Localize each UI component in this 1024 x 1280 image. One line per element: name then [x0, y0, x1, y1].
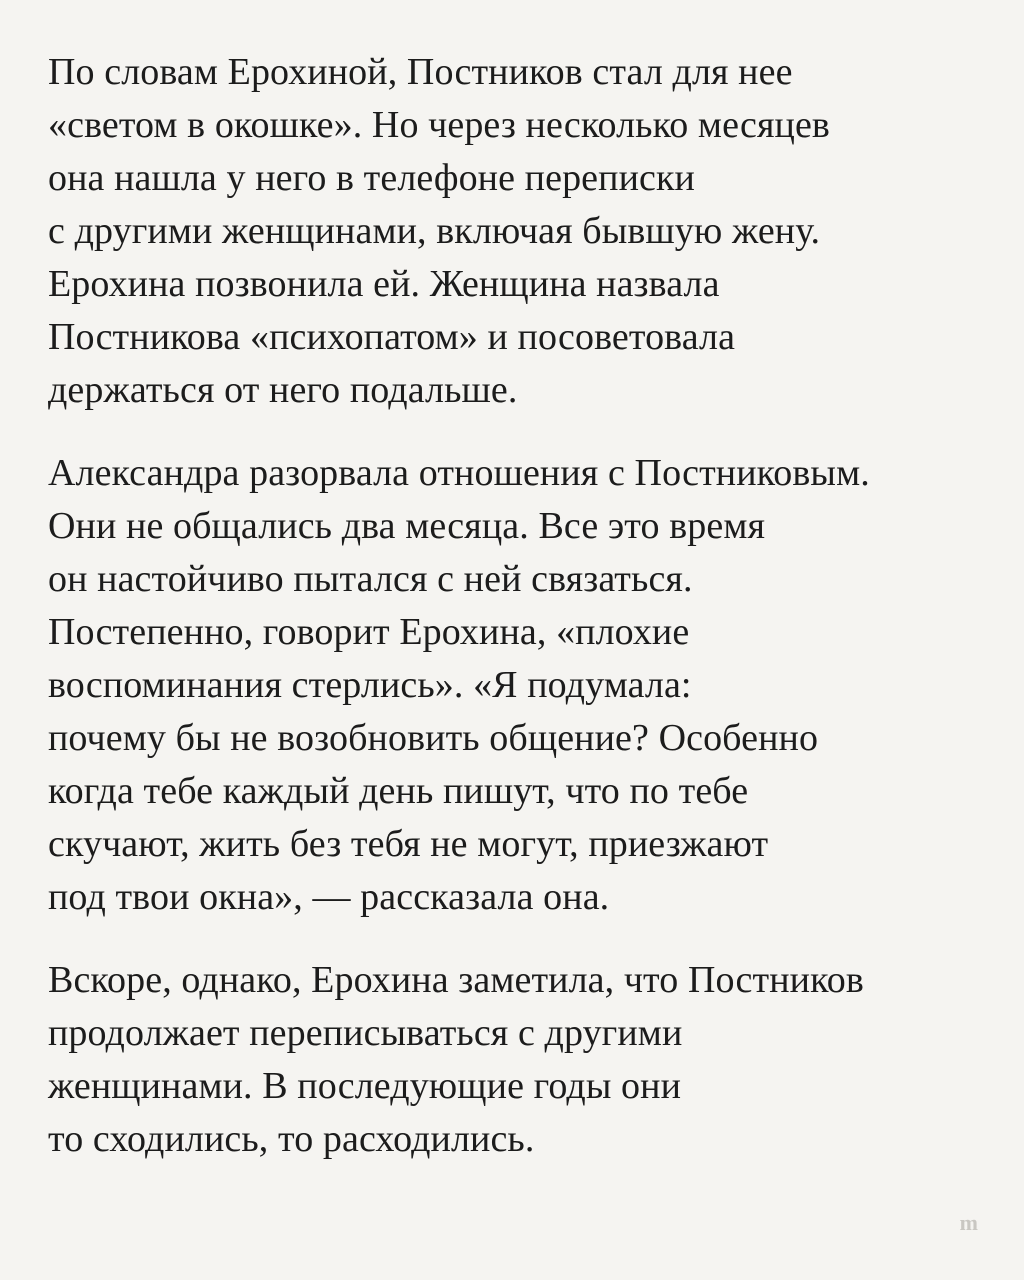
- text-line: Они не общались два месяца. Все это время: [48, 505, 766, 547]
- text-line: продолжает переписываться с другими: [48, 1012, 683, 1054]
- text-line: с другими женщинами, включая бывшую жену.: [48, 210, 821, 252]
- text-line: когда тебе каждый день пишут, что по тебе: [48, 770, 749, 812]
- text-line: Постникова «психопатом» и посоветовала: [48, 316, 736, 358]
- watermark-logo: m: [959, 1210, 978, 1235]
- text-line: то сходились, то расходились.: [48, 1118, 535, 1160]
- paragraph: [48, 46, 988, 417]
- text-line: держаться от него подальше.: [48, 369, 518, 411]
- article-body: [48, 46, 988, 1196]
- text-line: воспоминания стерлись». «Я подумала:: [48, 664, 692, 706]
- text-line: скучают, жить без тебя не могут, приезжают: [48, 823, 769, 865]
- text-line: она нашла у него в телефоне переписки: [48, 157, 695, 199]
- text-line: По словам Ерохиной, Постников стал для нее: [48, 51, 793, 93]
- text-line: Александра разорвала отношения с Постниковым.: [48, 452, 870, 494]
- text-line: «светом в окошке». Но через несколько месяцев: [48, 104, 830, 146]
- text-line: он настойчиво пытался с ней связаться.: [48, 558, 693, 600]
- text-line: Вскоре, однако, Ерохина заметила, что Постников: [48, 959, 864, 1001]
- paragraph: [48, 954, 988, 1166]
- text-line: почему бы не возобновить общение? Особенно: [48, 717, 819, 759]
- text-line: под твои окна», — рассказала она.: [48, 876, 610, 918]
- paragraph: [48, 447, 988, 924]
- text-line: женщинами. В последующие годы они: [48, 1065, 682, 1107]
- text-line: Постепенно, говорит Ерохина, «плохие: [48, 611, 690, 653]
- text-line: Ерохина позвонила ей. Женщина назвала: [48, 263, 720, 305]
